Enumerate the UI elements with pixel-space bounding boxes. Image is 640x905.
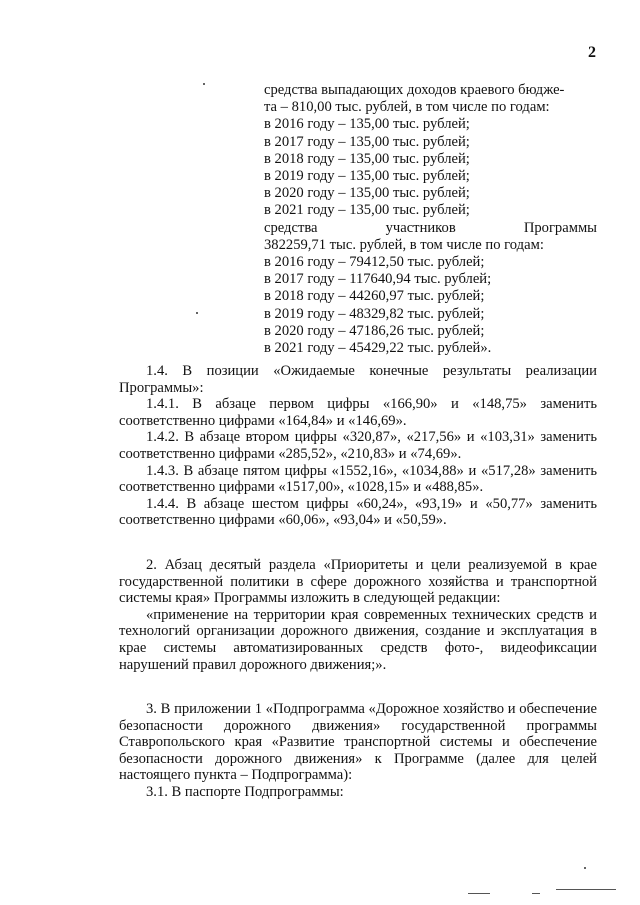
funding-line: в 2016 году – 135,00 тыс. рублей;	[264, 116, 470, 133]
scan-speck	[196, 312, 198, 314]
paragraph-2-quote: «применение на территории края современных технических средств и технологий организации дорожного движения, создание и эксплуатация в крае системы автоматизированных средств фото-, видеофиксации нарушений правил дорожного движения;».	[119, 606, 597, 673]
paragraph-1-4-2: 1.4.2. В абзаце втором цифры «320,87», «217,56» и «103,31» заменить соответственно цифрами «285,52», «210,83» и «74,69».	[119, 429, 597, 462]
funding-line: в 2018 году – 44260,97 тыс. рублей;	[264, 288, 485, 305]
paragraph-1-4-4: 1.4.4. В абзаце шестом цифры «60,24», «93,19» и «50,77» заменить соответственно цифрами «60,06», «93,04» и «50,59».	[119, 495, 597, 529]
funding-line: в 2016 году – 79412,50 тыс. рублей;	[264, 254, 485, 271]
funding-line: та – 810,00 тыс. рублей, в том числе по годам:	[264, 99, 550, 116]
funding-line: в 2017 году – 135,00 тыс. рублей;	[264, 133, 470, 150]
paragraph-1-4: 1.4. В позиции «Ожидаемые конечные результаты реализации Программы»:	[119, 363, 597, 396]
paragraph-1-4-1: 1.4.1. В абзаце первом цифры «166,90» и «148,75» заменить соответственно цифрами «164,84» и «146,69».	[119, 396, 597, 429]
document-body	[119, 363, 597, 801]
funding-line: средства выпадающих доходов краевого бюдже-	[264, 82, 565, 98]
paragraph-2: 2. Абзац десятый раздела «Приоритеты и цели реализуемой в крае государственной политики в сфере дорожного хозяйства и транспортной системы края» Программы изложить в следующей редакции:	[119, 556, 597, 607]
paragraph-3: 3. В приложении 1 «Подпрограмма «Дорожное хозяйство и обеспечение безопасности дорожного движения» государственной программы Ставропольского края «Развитие транспортной системы и обеспечение безопасности дорожного движения» к Программе (далее для целей настоящего пункта – Подпрограмма):	[119, 701, 597, 784]
participants-word: Программы	[523, 219, 597, 236]
participants-heading	[264, 220, 597, 237]
funding-line: 382259,71 тыс. рублей, в том числе по годам:	[264, 236, 544, 253]
scan-speck	[203, 83, 205, 85]
participants-word: участников	[385, 219, 456, 236]
paragraph-3-1: 3.1. В паспорте Подпрограммы:	[146, 784, 344, 801]
funding-line: в 2021 году – 135,00 тыс. рублей;	[264, 202, 470, 219]
participants-word: средства	[264, 219, 318, 236]
page-number: 2	[588, 44, 596, 61]
funding-block	[264, 82, 597, 357]
scan-line	[532, 893, 540, 894]
funding-line: в 2020 году – 47186,26 тыс. рублей;	[264, 322, 485, 339]
scan-line	[468, 893, 490, 894]
funding-line: в 2019 году – 48329,82 тыс. рублей;	[264, 305, 485, 322]
scan-speck	[584, 867, 586, 869]
funding-line: в 2019 году – 135,00 тыс. рублей;	[264, 168, 470, 185]
funding-line: в 2020 году – 135,00 тыс. рублей;	[264, 185, 470, 202]
funding-line: в 2017 году – 117640,94 тыс. рублей;	[264, 271, 492, 288]
funding-line: в 2021 году – 45429,22 тыс. рублей».	[264, 340, 492, 357]
scan-line	[556, 889, 616, 890]
funding-line: в 2018 году – 135,00 тыс. рублей;	[264, 150, 470, 167]
paragraph-1-4-3: 1.4.3. В абзаце пятом цифры «1552,16», «1034,88» и «517,28» заменить соответственно цифрами «1517,00», «1028,15» и «488,85».	[119, 462, 597, 496]
